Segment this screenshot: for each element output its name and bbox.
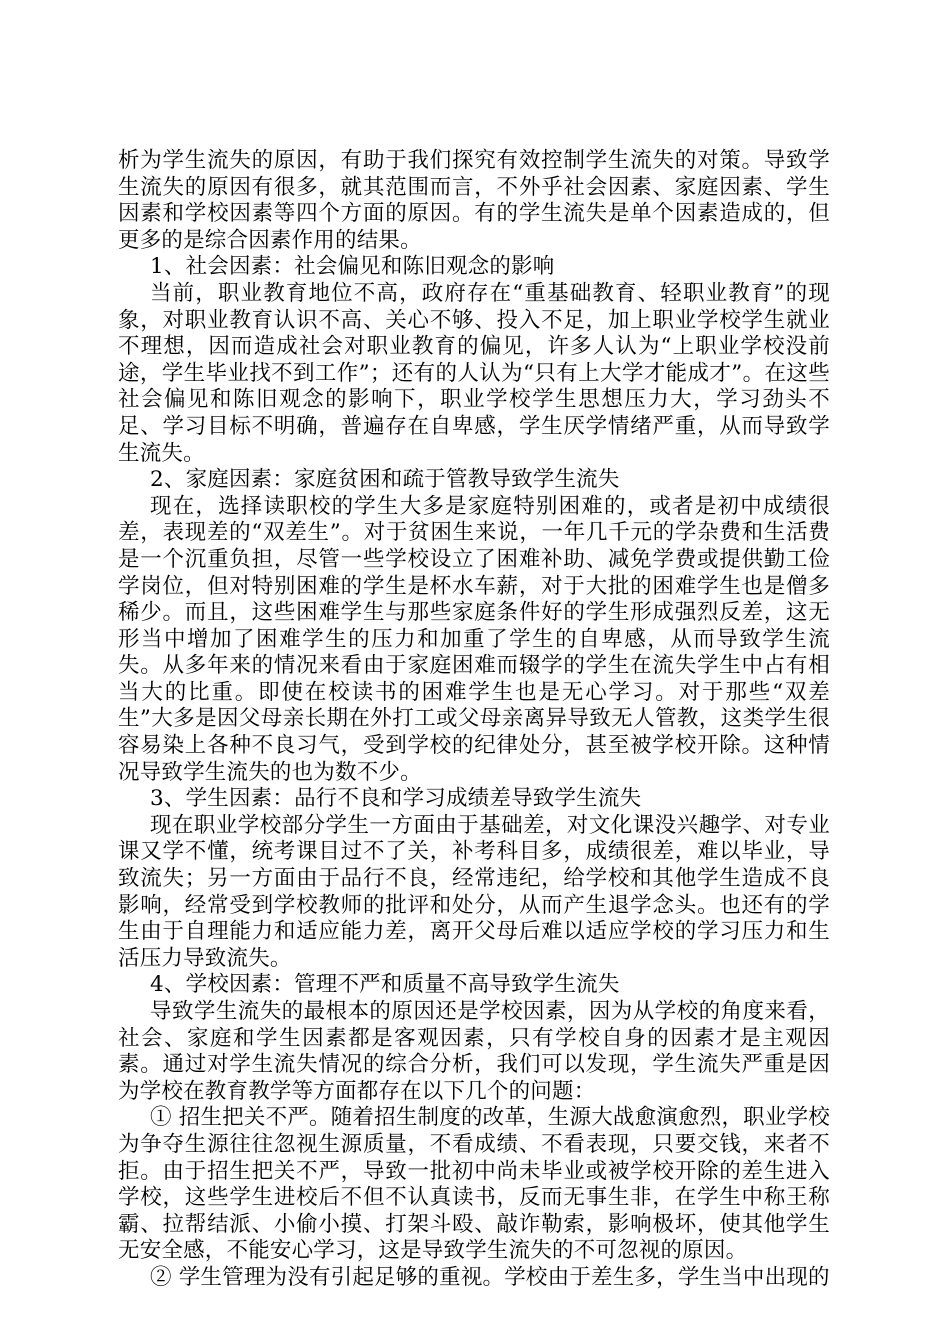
paragraph-student: 现在职业学校部分学生一方面由于基础差，对文化课没兴趣学、对专业课又学不懂，统考课目过不了关，补考科目多，成绩很差，难以毕业，导致流失；另一方面由于品行不良，经常违纪，给学校和其他学生造成不良影响，经常受到学校教师的批评和处分，从而产生退学念头。也还有的学生由于自理能力和适应能力差，离开父母后难以适应学校的学习压力和生活压力导致流失。 — [118, 812, 830, 971]
section-heading-social: 1、社会因素：社会偏见和陈旧观念的影响 — [150, 254, 555, 280]
paragraph-school: 导致学生流失的最根本的原因还是学校因素，因为从学校的角度来看，社会、家庭和学生因素都是客观因素，只有学校自身的因素才是主观因素。通过对学生流失情况的综合分析，我们可以发现，学生流失严重是因为学校在教育教学等方面都存在以下几个的问题： — [118, 999, 830, 1104]
section-heading-student: 3、学生因素：品行不良和学习成绩差导致学生流失 — [150, 786, 642, 812]
paragraph-item-1: ① 招生把关不严。随着招生制度的改革，生源大战愈演愈烈，职业学校为争夺生源往往忽视生源质量，不看成绩、不看表现，只要交钱，来者不拒。由于招生把关不严，导致一批初中尚未毕业或被学校开除的差生进入学校，这些学生进校后不但不认真读书，反而无事生非，在学生中称王称霸、拉帮结派、小偷小摸、打架斗殴、敲诈勒索，影响极坏，使其他学生无安全感，不能安心学习，这是导致学生流失的不可忽视的原因。 — [118, 1105, 830, 1264]
paragraph-item-2: ② 学生管理为没有引起足够的重视。学校由于差生多，学生当中出现的 — [150, 1264, 830, 1290]
paragraph-family: 现在，选择读职校的学生大多是家庭特别困难的，或者是初中成绩很差，表现差的“双差生”。对于贫困生来说，一年几千元的学杂费和生活费是一个沉重负担，尽管一些学校设立了困难补助、减免学费或提供勤工俭学岗位，但对特别困难的学生是杯水车薪，对于大批的困难学生也是僧多稀少。而且，这些困难学生与那些家庭条件好的学生形成强烈反差，这无形当中增加了困难学生的压力和加重了学生的自卑感，从而导致学生流失。从多年来的情况来看由于家庭困难而辍学的学生在流失学生中占有相当大的比重。即使在校读书的困难学生也是无心学习。对于那些“双差生”大多是因父母亲长期在外打工或父母亲离异导致无人管教，这类学生很容易染上各种不良习气，受到学校的纪律处分，甚至被学校开除。这种情况导致学生流失的也为数不少。 — [118, 493, 830, 785]
section-heading-school: 4、学校因素：管理不严和质量不高导致学生流失 — [150, 972, 620, 998]
paragraph-intro: 析为学生流失的原因，有助于我们探究有效控制学生流失的对策。导致学生流失的原因有很多，就其范围而言，不外乎社会因素、家庭因素、学生因素和学校因素等四个方面的原因。有的学生流失是单个因素造成的，但更多的是综合因素作用的结果。 — [118, 148, 830, 253]
paragraph-social: 当前，职业教育地位不高，政府存在“重基础教育、轻职业教育”的现象，对职业教育认识不高、关心不够、投入不足，加上职业学校学生就业不理想，因而造成社会对职业教育的偏见，许多人认为“上职业学校没前途，学生毕业找不到工作”；还有的人认为“只有上大学才能成才”。在这些社会偏见和陈旧观念的影响下，职业学校学生思想压力大，学习劲头不足、学习目标不明确，普遍存在自卑感，学生厌学情绪严重，从而导致学生流失。 — [118, 280, 830, 466]
document-page — [118, 148, 830, 1292]
section-heading-family: 2、家庭因素：家庭贫困和疏于管教导致学生流失 — [150, 467, 620, 493]
